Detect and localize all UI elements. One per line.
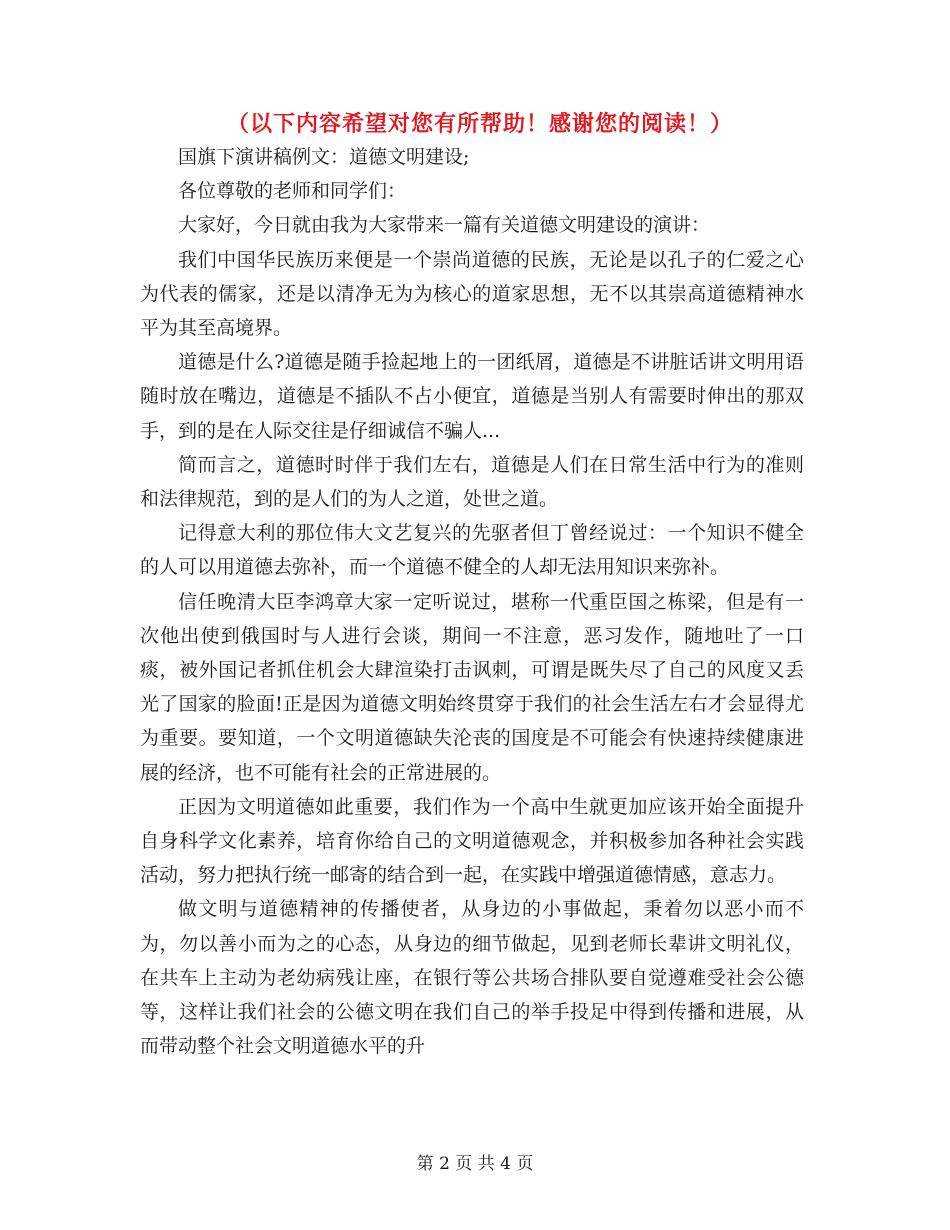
paragraph: 简而言之，道德时时伴于我们左右，道德是人们在日常生活中行为的准则和法律规范，到的是人们的为人之道，处世之道。 bbox=[140, 453, 804, 511]
page-number: 第 2 页 共 4 页 bbox=[416, 1154, 534, 1174]
paragraph: 正因为文明道德如此重要，我们作为一个高中生就更加应该开始全面提升自身科学文化素养，培育你给自己的文明道德观念，并积极参加各种社会实践活动，努力把执行统一邮寄的结合到一起，在实践中增强道德情感，意志力。 bbox=[140, 795, 804, 887]
paragraph-greeting: 大家好，今日就由我为大家带来一篇有关道德文明建设的演讲： bbox=[178, 214, 711, 237]
paragraph-title: 国旗下演讲稿例文：道德文明建设; bbox=[178, 146, 470, 168]
paragraph-salutation: 各位尊敬的老师和同学们： bbox=[178, 180, 407, 203]
paragraph: 信任晚清大臣李鸿章大家一定听说过，堪称一代重臣国之栋梁，但是有一次他出使到俄国时与人进行会谈，期间一不注意，恶习发作，随地吐了一口痰，被外国记者抓住机会大肆渲染打击讽刺，可谓是既失尽了自己的风度又丢光了国家的脸面!正是因为道德文明始终贯穿于我们的社会生活左右才会显得尤为重要。要知道，一个文明道德缺失沦丧的国度是不可能会有快速持续健康进展的经济，也不可能有社会的正常进展的。 bbox=[140, 590, 804, 784]
paragraph: 记得意大利的那位伟大文艺复兴的先驱者但丁曾经说过：一个知识不健全的人可以用道德去弥补，而一个道德不健全的人却无法用知识来弥补。 bbox=[140, 522, 804, 579]
document-body bbox=[140, 140, 804, 1063]
paragraph: 我们中国华民族历来便是一个崇尚道德的民族，无论是以孔子的仁爱之心为代表的儒家，还是以清净无为为核心的道家思想，无不以其崇高道德精神水平为其至高境界。 bbox=[140, 248, 804, 340]
header-banner: （以下内容希望对您有所帮助！感谢您的阅读！） bbox=[226, 111, 733, 137]
paragraph: 道德是什么?道德是随手捡起地上的一团纸屑，道德是不讲脏话讲文明用语随时放在嘴边，道德是不插队不占小便宜，道德是当别人有需要时伸出的那双手，到的是在人际交往是仔细诚信不骗人... bbox=[140, 351, 804, 442]
paragraph: 做文明与道德精神的传播使者，从身边的小事做起，秉着勿以恶小而不为，勿以善小而为之的心态，从身边的细节做起，见到老师长辈讲文明礼仪，在共车上主动为老幼病残让座，在银行等公共场合排队要自觉遵难受社会公德等，这样让我们社会的公德文明在我们自己的举手投足中得到传播和进展，从而带动整个社会文明道德水平的升 bbox=[140, 898, 804, 1058]
